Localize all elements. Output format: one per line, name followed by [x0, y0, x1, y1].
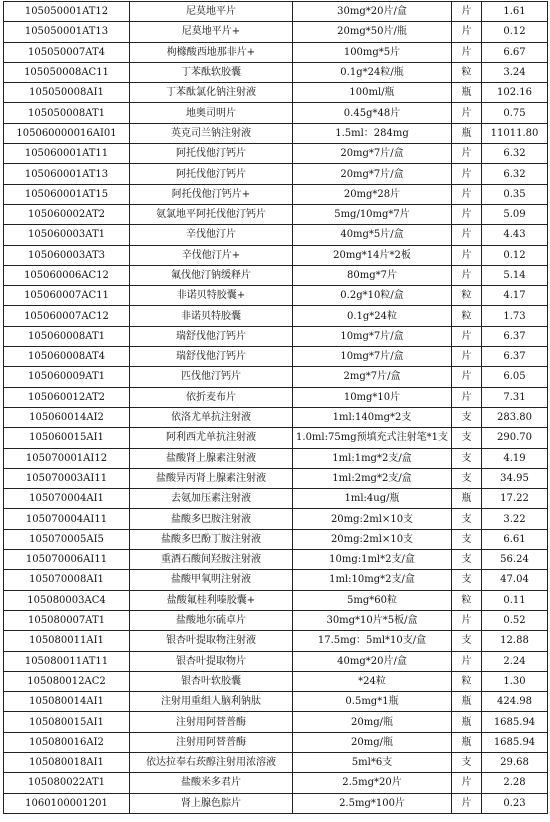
drug-spec-cell: 20mg/瓶: [293, 732, 452, 752]
drug-name-cell: 盐酸氟桂利嗪胶囊+: [130, 590, 293, 610]
drug-name-cell: 尼莫地平片+: [130, 22, 293, 42]
drug-spec-cell: 2mg*7片/盒: [293, 367, 452, 387]
drug-price-cell: 0.23: [482, 793, 548, 813]
table-row: [4, 448, 548, 468]
drug-code-cell: 105050007AT4: [4, 42, 130, 62]
drug-code-cell: 105070005AI5: [4, 529, 130, 549]
drug-unit-cell: 瓶: [452, 123, 482, 143]
drug-spec-cell: 40mg*5片/盒: [293, 225, 452, 245]
table-row: [4, 773, 548, 793]
drug-code-cell: 105060009AT1: [4, 367, 130, 387]
drug-price-cell: 424.98: [482, 692, 548, 712]
drug-name-cell: 阿托伐他汀钙片: [130, 144, 293, 164]
drug-price-cell: 290.70: [482, 428, 548, 448]
drug-spec-cell: 1.0ml:75mg预填充式注射笔*1支: [293, 428, 452, 448]
drug-name-cell: 尼莫地平片: [130, 2, 293, 22]
drug-price-cell: 2.28: [482, 773, 548, 793]
drug-spec-cell: 20mg*50片/瓶: [293, 22, 452, 42]
drug-spec-cell: 20mg*7片/盒: [293, 144, 452, 164]
table-row: [4, 428, 548, 448]
drug-code-cell: 105060007AC11: [4, 286, 130, 306]
drug-price-cell: 56.24: [482, 550, 548, 570]
table-row: [4, 631, 548, 651]
drug-name-cell: 依折麦布片: [130, 387, 293, 407]
drug-spec-cell: 20mg:2ml×10支: [293, 509, 452, 529]
drug-spec-cell: 0.1g*24粒/瓶: [293, 62, 452, 82]
drug-code-cell: 105060008AT1: [4, 326, 130, 346]
drug-unit-cell: 支: [452, 550, 482, 570]
drug-unit-cell: 片: [452, 42, 482, 62]
drug-unit-cell: 支: [452, 752, 482, 772]
table-row: [4, 144, 548, 164]
drug-unit-cell: 支: [452, 570, 482, 590]
drug-spec-cell: 20mg*14片*2板: [293, 245, 452, 265]
drug-unit-cell: 粒: [452, 286, 482, 306]
drug-price-cell: 6.37: [482, 347, 548, 367]
drug-price-cell: 0.75: [482, 103, 548, 123]
drug-price-cell: 3.22: [482, 509, 548, 529]
drug-price-cell: 2.24: [482, 651, 548, 671]
drug-price-cell: 5.14: [482, 265, 548, 285]
drug-code-cell: 105070003AI11: [4, 468, 130, 488]
drug-spec-cell: 5mg*60粒: [293, 590, 452, 610]
drug-unit-cell: 片: [452, 184, 482, 204]
table-row: [4, 610, 548, 630]
drug-name-cell: 丁苯酞软胶囊: [130, 62, 293, 82]
drug-spec-cell: 5mg/10mg*7片: [293, 204, 452, 224]
drug-spec-cell: 80mg*7片: [293, 265, 452, 285]
drug-unit-cell: 片: [452, 326, 482, 346]
drug-unit-cell: 片: [452, 651, 482, 671]
table-row: [4, 184, 548, 204]
drug-unit-cell: 片: [452, 793, 482, 813]
drug-name-cell: 非诺贝特胶囊+: [130, 286, 293, 306]
drug-name-cell: 辛伐他汀片+: [130, 245, 293, 265]
drug-price-cell: 0.35: [482, 184, 548, 204]
drug-code-cell: 105050001AT12: [4, 2, 130, 22]
drug-name-cell: 银杏叶提取物注射液: [130, 631, 293, 651]
drug-price-cell: 1685.94: [482, 732, 548, 752]
drug-price-cell: 1.61: [482, 2, 548, 22]
table-row: [4, 62, 548, 82]
drug-unit-cell: 片: [452, 2, 482, 22]
drug-name-cell: 匹伐他汀钙片: [130, 367, 293, 387]
drug-price-cell: 6.37: [482, 326, 548, 346]
drug-unit-cell: 片: [452, 22, 482, 42]
drug-name-cell: 盐酸地尔硫卓片: [130, 610, 293, 630]
table-row: [4, 387, 548, 407]
drug-code-cell: 105060008AT4: [4, 347, 130, 367]
drug-spec-cell: 10mg:1ml*2支/盒: [293, 550, 452, 570]
drug-code-cell: 105060003AT1: [4, 225, 130, 245]
drug-code-cell: 105070008AI1: [4, 570, 130, 590]
table-row: [4, 692, 548, 712]
table-row: [4, 732, 548, 752]
drug-unit-cell: 片: [452, 347, 482, 367]
drug-price-cell: 6.32: [482, 144, 548, 164]
drug-code-cell: 105060015AI1: [4, 428, 130, 448]
drug-code-cell: 105050001AT13: [4, 22, 130, 42]
drug-name-cell: 重酒石酸间羟胺注射液: [130, 550, 293, 570]
drug-price-cell: 1685.94: [482, 712, 548, 732]
drug-code-cell: 105050008AT1: [4, 103, 130, 123]
drug-name-cell: 盐酸甲氧明注射液: [130, 570, 293, 590]
drug-unit-cell: 瓶: [452, 489, 482, 509]
drug-unit-cell: 瓶: [452, 83, 482, 103]
table-row: [4, 570, 548, 590]
drug-unit-cell: 片: [452, 245, 482, 265]
drug-code-cell: 105080018AI1: [4, 752, 130, 772]
drug-code-cell: 105060001AT13: [4, 164, 130, 184]
drug-code-cell: 105070004AI1: [4, 489, 130, 509]
drug-code-cell: 105060012AT2: [4, 387, 130, 407]
drug-spec-cell: 2.5mg*100片: [293, 793, 452, 813]
drug-price-cell: 4.19: [482, 448, 548, 468]
drug-unit-cell: 片: [452, 610, 482, 630]
drug-price-cell: 0.12: [482, 245, 548, 265]
drug-code-cell: 105050008AC11: [4, 62, 130, 82]
drug-price-cell: 5.09: [482, 204, 548, 224]
drug-spec-cell: 10mg*10片: [293, 387, 452, 407]
drug-code-cell: 1060100001201: [4, 793, 130, 813]
drug-unit-cell: 片: [452, 225, 482, 245]
drug-spec-cell: 30mg*10片*5板/盒: [293, 610, 452, 630]
drug-price-cell: 283.80: [482, 407, 548, 427]
drug-price-cell: 29.68: [482, 752, 548, 772]
drug-price-cell: 34.95: [482, 468, 548, 488]
drug-unit-cell: 粒: [452, 590, 482, 610]
drug-price-cell: 0.11: [482, 590, 548, 610]
table-row: [4, 83, 548, 103]
table-row: [4, 22, 548, 42]
drug-price-cell: 47.04: [482, 570, 548, 590]
drug-name-cell: 盐酸米多君片: [130, 773, 293, 793]
drug-name-cell: 阿利西尤单抗注射液: [130, 428, 293, 448]
drug-unit-cell: 瓶: [452, 732, 482, 752]
table-row: [4, 286, 548, 306]
drug-spec-cell: 0.1g*24粒: [293, 306, 452, 326]
drug-name-cell: 盐酸多巴胺注射液: [130, 509, 293, 529]
drug-spec-cell: 10mg*7片/盒: [293, 347, 452, 367]
drug-name-cell: 氨氯地平阿托伐他汀钙片: [130, 204, 293, 224]
drug-unit-cell: 片: [452, 204, 482, 224]
table-row: [4, 2, 548, 22]
drug-price-cell: 3.24: [482, 62, 548, 82]
drug-unit-cell: 瓶: [452, 712, 482, 732]
drug-name-cell: 盐酸多巴酚丁胺注射液: [130, 529, 293, 549]
drug-code-cell: 105060001AT11: [4, 144, 130, 164]
drug-code-cell: 105070004AI11: [4, 509, 130, 529]
drug-price-cell: 4.17: [482, 286, 548, 306]
drug-unit-cell: 片: [452, 265, 482, 285]
drug-code-cell: 105080015AI1: [4, 712, 130, 732]
drug-spec-cell: 17.5mg：5ml*10支/盒: [293, 631, 452, 651]
drug-code-cell: 105060002AT2: [4, 204, 130, 224]
table-row: [4, 204, 548, 224]
drug-unit-cell: 瓶: [452, 692, 482, 712]
drug-unit-cell: 片: [452, 144, 482, 164]
drug-price-cell: 0.52: [482, 610, 548, 630]
drug-code-cell: 105080007AT1: [4, 610, 130, 630]
table-row: [4, 164, 548, 184]
drug-name-cell: 依达拉奉右莰醇注射用浓溶液: [130, 752, 293, 772]
drug-unit-cell: 粒: [452, 306, 482, 326]
drug-spec-cell: 20mg:2ml×10支: [293, 529, 452, 549]
drug-name-cell: 盐酸异丙肾上腺素注射液: [130, 468, 293, 488]
drug-code-cell: 105080003AC4: [4, 590, 130, 610]
drug-code-cell: 105060001AT15: [4, 184, 130, 204]
table-row: [4, 407, 548, 427]
drug-spec-cell: 20mg*7片/盒: [293, 164, 452, 184]
drug-name-cell: 英克司兰钠注射液: [130, 123, 293, 143]
drug-spec-cell: 100ml/瓶: [293, 83, 452, 103]
table-row: [4, 752, 548, 772]
drug-price-cell: 6.05: [482, 367, 548, 387]
drug-unit-cell: 片: [452, 103, 482, 123]
drug-name-cell: 去氨加压素注射液: [130, 489, 293, 509]
drug-spec-cell: 1.5ml：284mg: [293, 123, 452, 143]
drug-spec-cell: 30mg*20片/盒: [293, 2, 452, 22]
drug-code-cell: 105080011AT11: [4, 651, 130, 671]
table-row: [4, 225, 548, 245]
drug-unit-cell: 片: [452, 164, 482, 184]
drug-code-cell: 105070006AI11: [4, 550, 130, 570]
drug-spec-cell: 1ml:4ug/瓶: [293, 489, 452, 509]
drug-code-cell: 105060000016AI01: [4, 123, 130, 143]
drug-unit-cell: 片: [452, 367, 482, 387]
drug-code-cell: 105050008AI1: [4, 83, 130, 103]
drug-spec-cell: 5ml*6支: [293, 752, 452, 772]
table-row: [4, 347, 548, 367]
table-row: [4, 367, 548, 387]
table-row: [4, 509, 548, 529]
drug-spec-cell: 2.5mg*20片: [293, 773, 452, 793]
drug-price-cell: 6.61: [482, 529, 548, 549]
drug-spec-cell: 0.45g*48片: [293, 103, 452, 123]
table-row: [4, 42, 548, 62]
drug-code-cell: 105080014AI1: [4, 692, 130, 712]
drug-name-cell: 氟伐他汀钠缓释片: [130, 265, 293, 285]
drug-unit-cell: 支: [452, 448, 482, 468]
drug-price-cell: 1.30: [482, 671, 548, 691]
table-row: [4, 489, 548, 509]
drug-spec-cell: 20mg*28片: [293, 184, 452, 204]
table-body: [4, 2, 548, 814]
drug-price-cell: 4.43: [482, 225, 548, 245]
drug-name-cell: 依洛尤单抗注射液: [130, 407, 293, 427]
drug-code-cell: 105080016AI2: [4, 732, 130, 752]
drug-spec-cell: 1ml:2mg*2支/盒: [293, 468, 452, 488]
drug-code-cell: 105060003AT3: [4, 245, 130, 265]
table-row: [4, 793, 548, 813]
drug-price-cell: 102.16: [482, 83, 548, 103]
drug-price-cell: 7.31: [482, 387, 548, 407]
table-row: [4, 671, 548, 691]
table-row: [4, 306, 548, 326]
drug-spec-cell: 0.5mg*1瓶: [293, 692, 452, 712]
drug-unit-cell: 支: [452, 509, 482, 529]
drug-spec-cell: 1ml:140mg*2支: [293, 407, 452, 427]
table-row: [4, 468, 548, 488]
drug-name-cell: 辛伐他汀片: [130, 225, 293, 245]
drug-name-cell: 瑞舒伐他汀钙片: [130, 326, 293, 346]
drug-name-cell: 非诺贝特胶囊: [130, 306, 293, 326]
drug-spec-cell: 20mg/瓶: [293, 712, 452, 732]
drug-name-cell: 盐酸肾上腺素注射液: [130, 448, 293, 468]
table-row: [4, 550, 548, 570]
table-row: [4, 712, 548, 732]
drug-name-cell: 瑞舒伐他汀钙片: [130, 347, 293, 367]
drug-spec-cell: 1ml:10mg*2支/盒: [293, 570, 452, 590]
drug-spec-cell: 40mg*20片/盒: [293, 651, 452, 671]
drug-price-cell: 6.32: [482, 164, 548, 184]
drug-name-cell: 阿托伐他汀钙片: [130, 164, 293, 184]
drug-name-cell: 注射用重组人脑利钠肽: [130, 692, 293, 712]
drug-price-cell: 6.67: [482, 42, 548, 62]
drug-price-cell: 17.22: [482, 489, 548, 509]
drug-code-cell: 105080022AT1: [4, 773, 130, 793]
table-row: [4, 529, 548, 549]
drug-price-table: [3, 1, 548, 814]
table-row: [4, 265, 548, 285]
table-row: [4, 590, 548, 610]
table-row: [4, 103, 548, 123]
drug-unit-cell: 片: [452, 387, 482, 407]
drug-price-cell: 12.88: [482, 631, 548, 651]
drug-name-cell: 银杏叶提取物片: [130, 651, 293, 671]
table-row: [4, 651, 548, 671]
drug-name-cell: 阿托伐他汀钙片+: [130, 184, 293, 204]
drug-price-cell: 1.73: [482, 306, 548, 326]
drug-unit-cell: 支: [452, 428, 482, 448]
drug-code-cell: 105060006AC12: [4, 265, 130, 285]
drug-spec-cell: 100mg*5片: [293, 42, 452, 62]
table-row: [4, 123, 548, 143]
drug-unit-cell: 粒: [452, 62, 482, 82]
drug-unit-cell: 支: [452, 631, 482, 651]
drug-unit-cell: 支: [452, 529, 482, 549]
drug-code-cell: 105060014AI2: [4, 407, 130, 427]
drug-spec-cell: 10mg*7片/盒: [293, 326, 452, 346]
drug-name-cell: 地奥司明片: [130, 103, 293, 123]
drug-spec-cell: *24粒: [293, 671, 452, 691]
drug-price-cell: 0.12: [482, 22, 548, 42]
drug-code-cell: 105080012AC2: [4, 671, 130, 691]
drug-spec-cell: 1ml:1mg*2支/盒: [293, 448, 452, 468]
drug-name-cell: 枸橼酸西地那非片+: [130, 42, 293, 62]
drug-code-cell: 105070001AI12: [4, 448, 130, 468]
table-row: [4, 326, 548, 346]
drug-price-cell: 11011.80: [482, 123, 548, 143]
drug-name-cell: 银杏叶软胶囊: [130, 671, 293, 691]
drug-unit-cell: 支: [452, 468, 482, 488]
drug-name-cell: 丁苯酞氯化钠注射液: [130, 83, 293, 103]
drug-code-cell: 105060007AC12: [4, 306, 130, 326]
drug-spec-cell: 0.2g*10粒/盒: [293, 286, 452, 306]
drug-name-cell: 注射用阿替普酶: [130, 732, 293, 752]
drug-unit-cell: 支: [452, 407, 482, 427]
drug-name-cell: 注射用阿替普酶: [130, 712, 293, 732]
table-row: [4, 245, 548, 265]
drug-unit-cell: 粒: [452, 671, 482, 691]
drug-unit-cell: 片: [452, 773, 482, 793]
drug-name-cell: 肾上腺色腙片: [130, 793, 293, 813]
drug-code-cell: 105080011AI1: [4, 631, 130, 651]
